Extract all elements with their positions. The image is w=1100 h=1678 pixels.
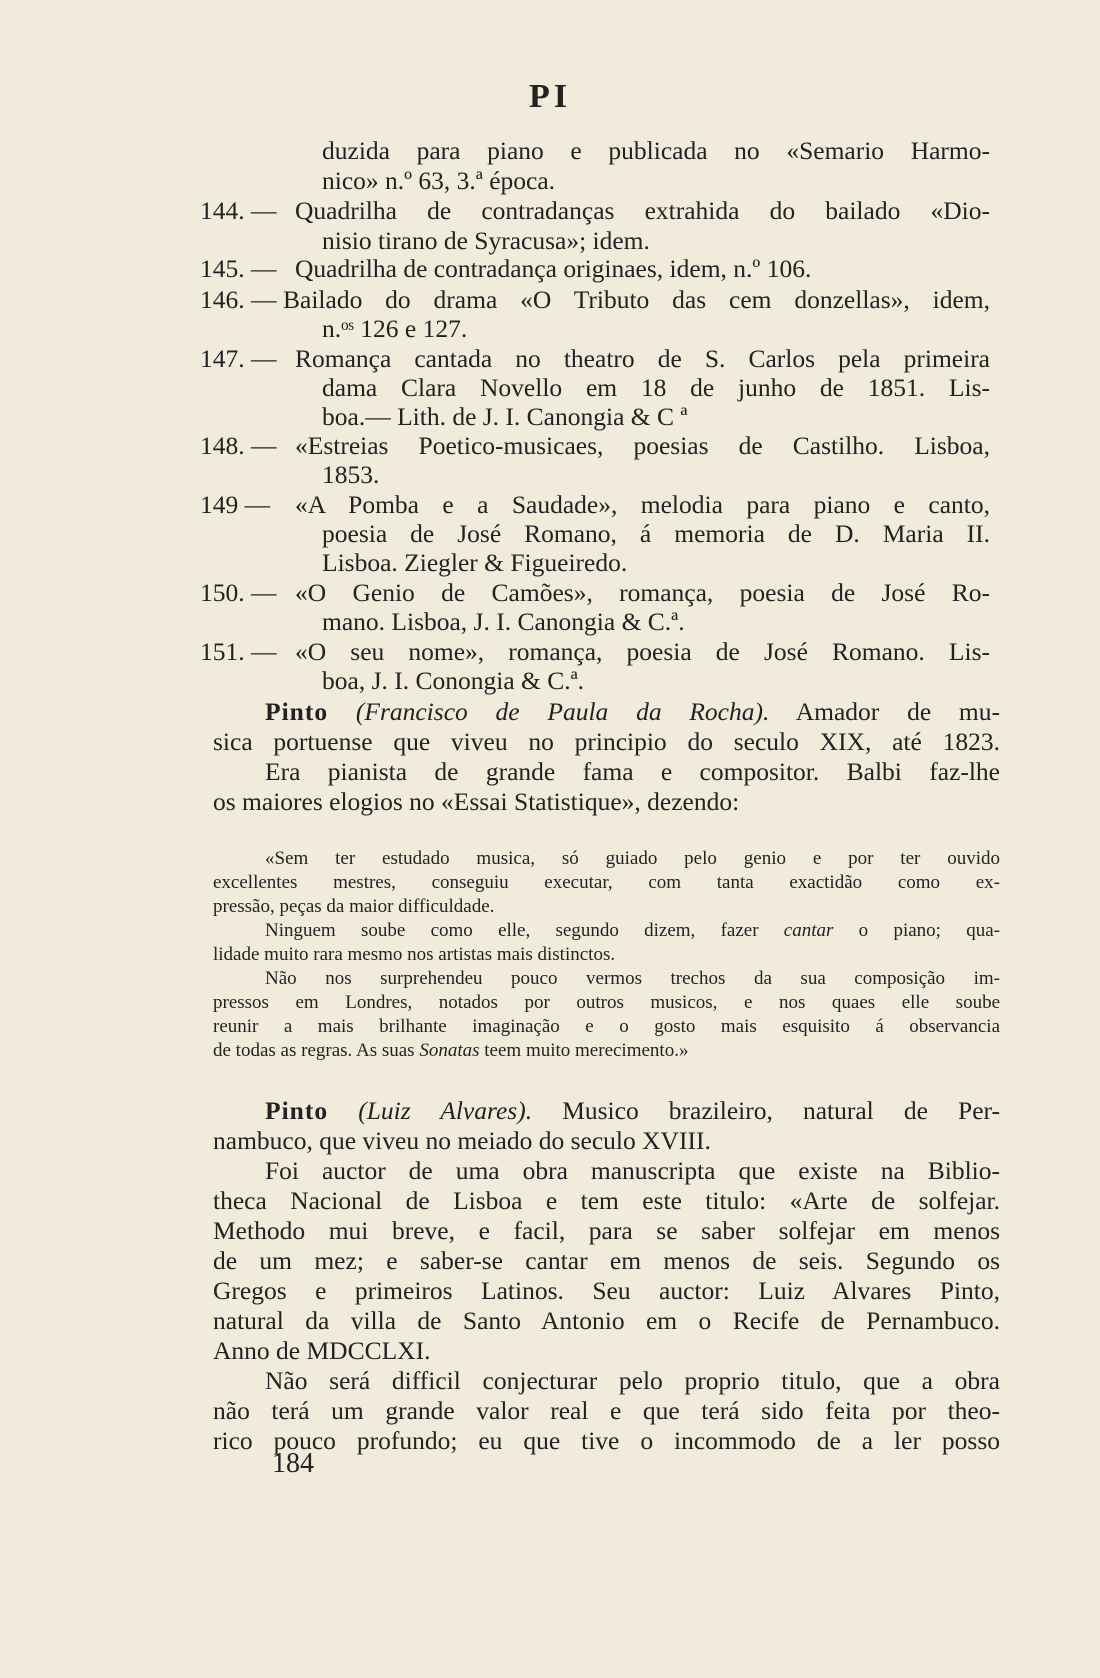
quote-text: de todas as regras. As suas [213,1040,420,1061]
entry-line: Romança cantada no theatro de S. Carlos pela primeira [295,344,990,373]
entry-line: Foi auctor de uma obra manuscripta que existe na Biblio- [265,1156,1000,1185]
quote-line: pressos em Londres, notados por outros musicos, e nos quaes elle soube [213,992,1000,1013]
entry-line: natural da villa de Santo Antonio em o Recife de Pernambuco. [213,1306,1000,1335]
entry-line: não terá um grande valor real e que terá sido feita por theo- [213,1396,1000,1425]
entry-number: 146. — [200,285,277,314]
entry-number: 151. — [200,637,277,666]
entry-line: boa.— Lith. de J. I. Canongia & C ª [322,402,688,431]
quote-line [213,1039,688,1063]
entry-line: os maiores elogios no «Essai Statistique», dezendo: [213,787,740,816]
entry-line: Bailado do drama «O Tributo das cem donzellas», idem, [283,285,990,314]
entry-line: «O Genio de Camões», romança, poesia de José Ro- [295,578,990,607]
entry-heading-line [265,697,1000,727]
entry-line: de um mez; e saber-se cantar em menos de seis. Segundo os [213,1246,1000,1275]
entry-line: theca Nacional de Lisboa e tem este titulo: «Arte de solfejar. [213,1186,1000,1215]
entry-number: 150. — [200,578,277,607]
entry-number: 148. — [200,431,277,460]
entry-line: Gregos e primeiros Latinos. Seu auctor: Luiz Alvares Pinto, [213,1276,1000,1305]
entry-number: 147. — [200,344,277,373]
entry-line: nico» n.º 63, 3.ª época. [322,166,556,195]
quote-line: excellentes mestres, conseguiu executar, com tanta exactidão como ex- [213,872,1000,893]
entry-number: 144. — [200,196,277,225]
entry-line: «Estreias Poetico-musicaes, poesias de Castilho. Lisboa, [295,431,990,460]
entry-line: Quadrilha de contradança originaes, idem, n.º 106. [295,254,812,283]
quote-text: Ninguem soube como elle, segundo dizem, fazer [265,920,784,941]
quote-text: o piano; qua- [833,920,1000,941]
entry-line: poesia de José Romano, á memoria de D. Maria II. [322,519,990,548]
running-header: PI [529,78,571,115]
entry-heading-line [265,1096,1000,1126]
entry-text: Musico brazileiro, natural de Per- [532,1096,1001,1125]
entry-line: Anno de MDCCLXI. [213,1336,431,1365]
entry-line: Era pianista de grande fama e compositor. Balbi faz-lhe [265,757,1000,786]
entry-line: mano. Lisboa, J. I. Canongia & C.ª. [322,607,685,636]
page-number: 184 [272,1448,314,1479]
quote-line: reunir a mais brilhante imaginação e o gosto mais esquisito á observancia [213,1016,1000,1037]
entry-line: Quadrilha de contradanças extrahida do bailado «Dio- [295,196,990,225]
entry-number: 149 — [200,490,271,519]
quote-line [265,919,1000,943]
entry-line: dama Clara Novello em 18 de junho de 1851. Lis- [322,373,990,402]
entry-line: 1853. [322,460,380,489]
quote-line: Não nos surprehendeu pouco vermos trechos da sua composição im- [265,968,1000,989]
entry-line: nisio tirano de Syracusa»; idem. [322,226,650,255]
entry-line: rico pouco profundo; eu que tive o incommodo de a ler posso [213,1426,1000,1455]
entry-line: «A Pomba e a Saudade», melodia para piano e canto, [295,490,990,519]
quote-line: «Sem ter estudado musica, só guiado pelo genio e por ter ouvido [265,848,1000,869]
entry-line: Não será difficil conjecturar pelo proprio titulo, que a obra [265,1366,1000,1395]
entry-line: nambuco, que viveu no meiado do seculo XVIII. [213,1126,711,1155]
entry-name: Pinto [265,697,329,726]
entry-text: Amador de mu- [769,697,1000,726]
entry-line: Lisboa. Ziegler & Figueiredo. [322,548,628,577]
entry-line: sica portuense que viveu no principio do seculo XIX, até 1823. [213,727,1000,756]
entry-number: 145. — [200,254,277,283]
entry-line: duzida para piano e publicada no «Semario Harmo- [322,136,990,165]
entry-name: Pinto [265,1096,329,1125]
entry-line: Methodo mui breve, e facil, para se saber solfejar em menos [213,1216,1000,1245]
quote-emphasis: Sonatas [419,1040,480,1061]
quote-emphasis: cantar [783,920,834,941]
entry-name-detail: (Francisco de Paula da Rocha). [355,697,770,726]
quote-line: pressão, peças da maior difficuldade. [213,896,495,917]
entry-line: «O seu nome», romança, poesia de José Romano. Lis- [295,637,990,666]
entry-name-detail: (Luiz Alvares). [358,1096,533,1125]
quote-text: teem muito merecimento.» [479,1040,689,1061]
entry-line: boa, J. I. Conongia & C.ª. [322,666,585,695]
quote-line: lidade muito rara mesmo nos artistas mais distinctos. [213,944,616,965]
entry-line: n.ᵒˢ 126 e 127. [322,314,468,343]
